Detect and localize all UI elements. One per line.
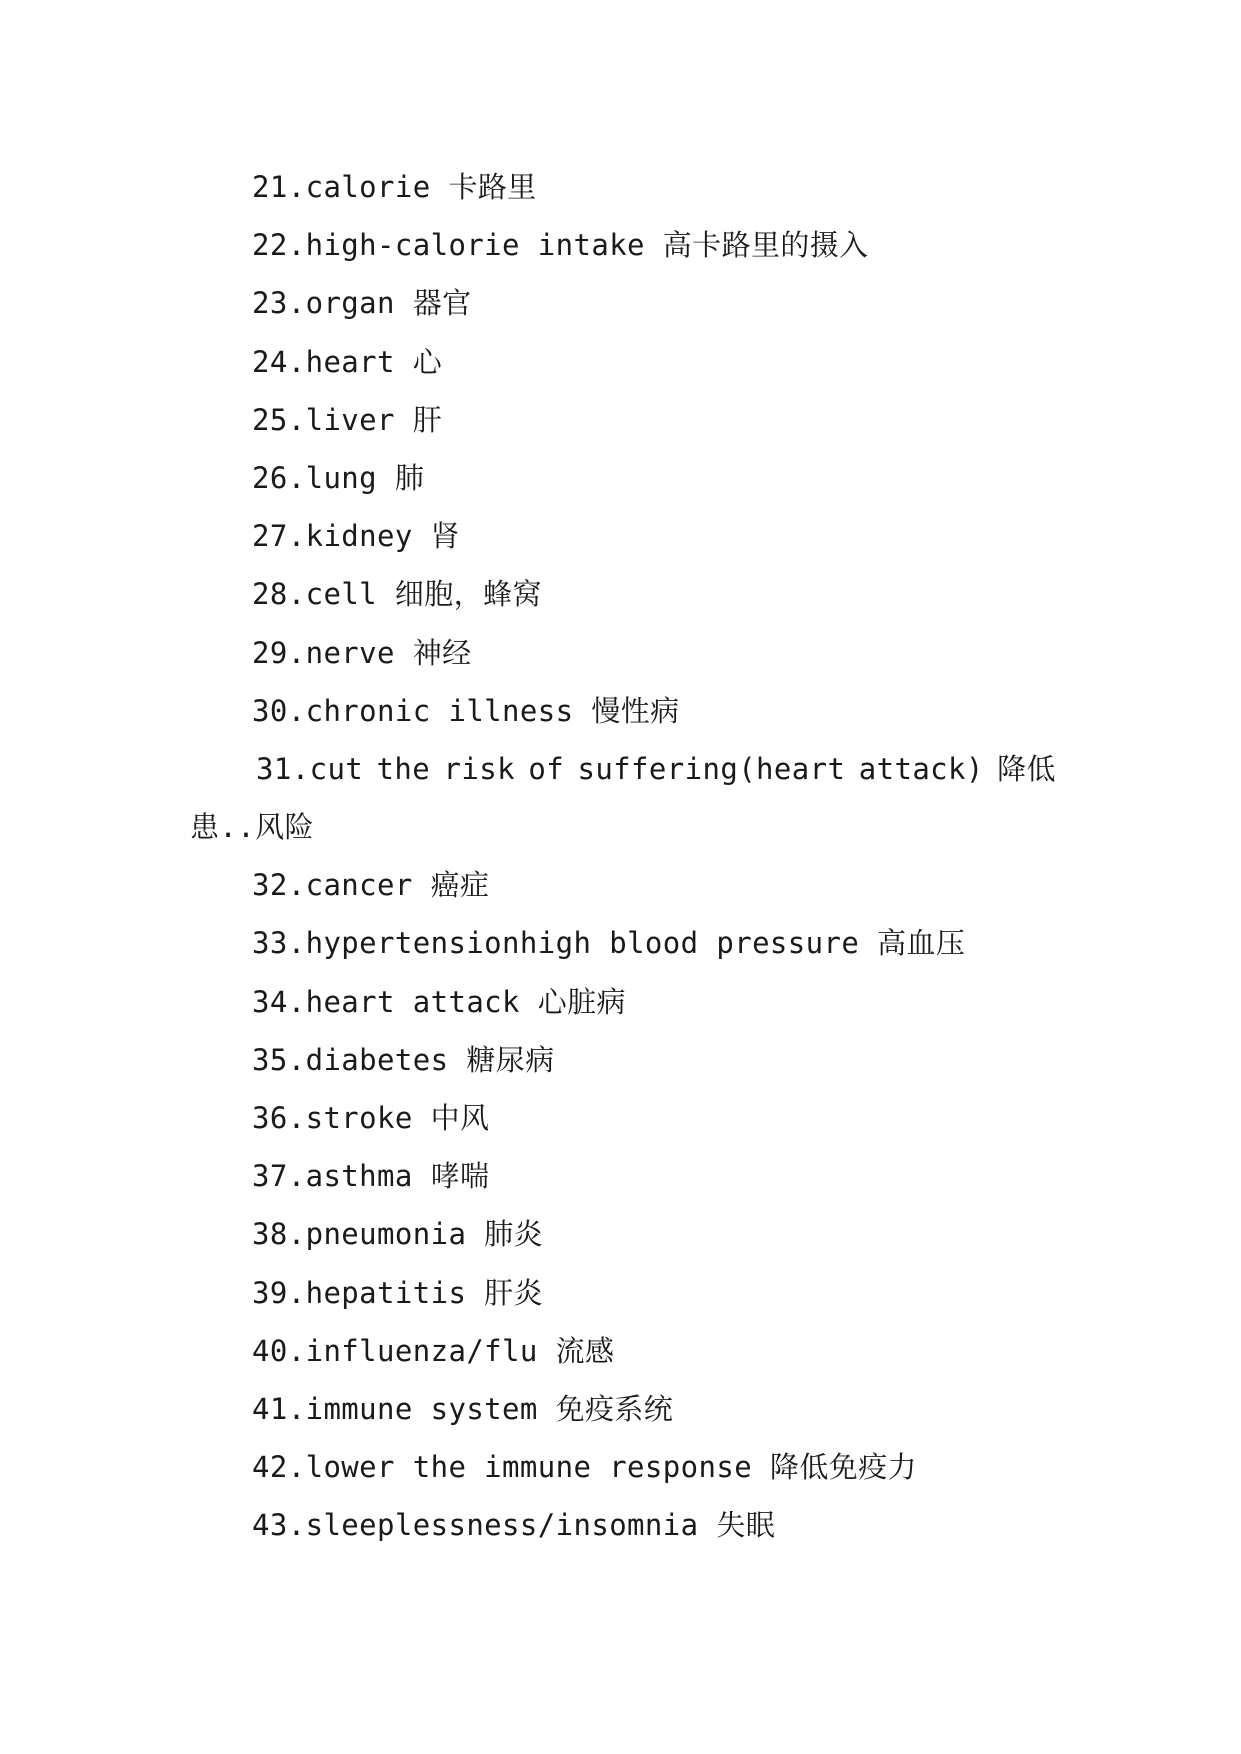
vocab-entry-21: 21.calorie 卡路里: [252, 170, 537, 204]
vocab-entry-27: 27.kidney 肾: [252, 519, 460, 554]
vocab-entry-32: 32.cancer 癌症: [252, 868, 490, 903]
vocab-entry-37: 37.asthma 哮喘: [252, 1159, 490, 1194]
entry-31-word: 降低: [997, 751, 1056, 786]
entry-31-word: attack): [858, 751, 984, 786]
vocab-entry-30: 30.chronic illness 慢性病: [252, 693, 680, 728]
entry-31-word: suffering(heart: [577, 751, 846, 786]
vocab-entry-36: 36.stroke 中风: [252, 1101, 490, 1135]
vocabulary-list: [0, 158, 1241, 1555]
vocab-entry-35: 35.diabetes 糖尿病: [252, 1042, 555, 1077]
vocab-entry-24: 24.heart 心: [252, 344, 443, 379]
vocab-entry-31: [0, 740, 1056, 798]
vocab-entry-23: 23.organ 器官: [252, 286, 472, 321]
vocab-entry-29: 29.nerve 神经: [252, 635, 472, 670]
vocab-entry-43: 43.sleeplessness/insomnia 失眠: [252, 1508, 776, 1543]
vocab-entry-41: 41.immune system 免疫系统: [252, 1391, 674, 1426]
vocab-entry-22: 22.high-calorie intake 高卡路里的摄入: [252, 228, 869, 263]
vocab-entry-28: 28.cell 细胞，蜂窝: [252, 577, 542, 612]
vocab-entry-25: 25.liver 肝: [252, 402, 443, 437]
entry-31-word: risk: [443, 751, 515, 786]
vocab-entry-38: 38.pneumonia 肺炎: [252, 1217, 543, 1252]
entry-31-word: the: [376, 751, 431, 786]
vocab-entry-31-continuation: 患..风险: [190, 810, 314, 845]
vocab-entry-39: 39.hepatitis 肝炎: [252, 1275, 543, 1310]
vocab-entry-33: 33.hypertensionhigh blood pressure 高血压: [252, 926, 966, 961]
vocab-entry-34: 34.heart attack 心脏病: [252, 984, 626, 1019]
vocab-entry-42: 42.lower the immune response 降低免疫力: [252, 1450, 917, 1485]
entry-31-word: 31.cut: [256, 751, 364, 786]
entry-31-word: of: [528, 751, 565, 786]
vocab-entry-26: 26.lung 肺: [252, 460, 425, 495]
vocab-entry-40: 40.influenza/flu 流感: [252, 1333, 615, 1368]
